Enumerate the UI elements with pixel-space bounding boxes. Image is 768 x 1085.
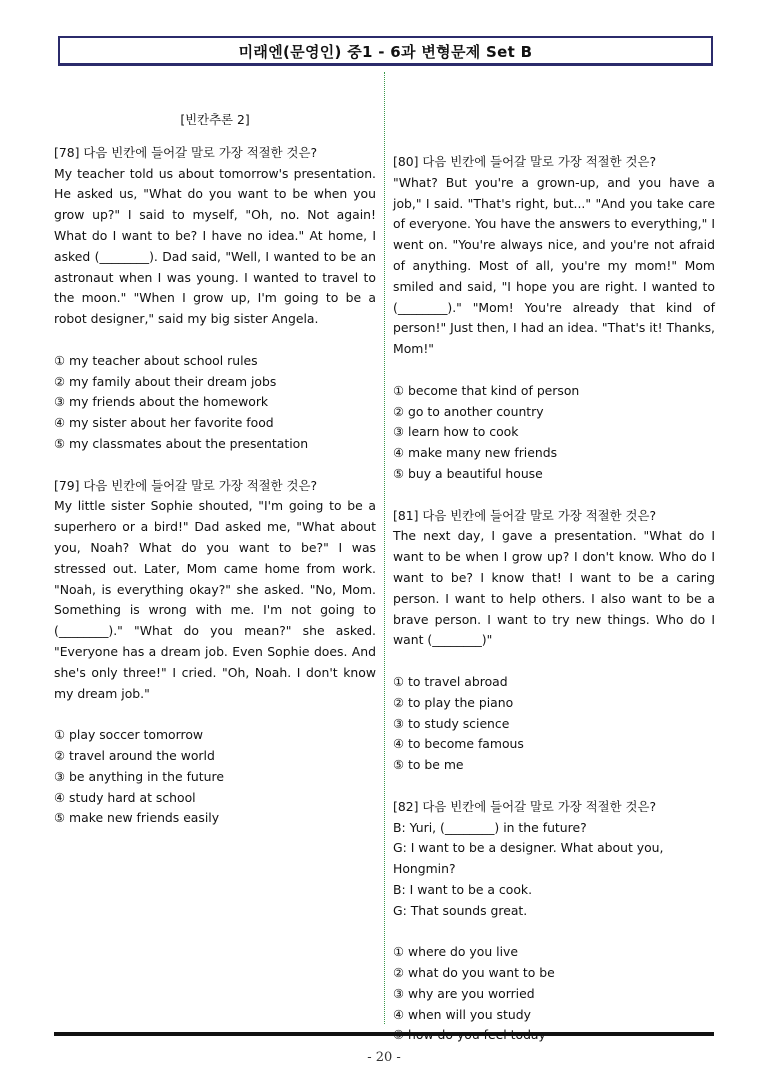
choice: ④ study hard at school [54,789,196,805]
question-82 [393,797,715,1047]
choice: ② travel around the world [54,747,215,763]
left-column [54,110,376,829]
question-80-passage: "What? But you're a grown-up, and you have a job," I said. "That's right, but..." "And you take care of everyone. You have the answers to everything," I went on. "You're always nice, and you're not afraid of anything. Most of all, you're my mom!" Mom smiled and said, "I hope you are right. I wanted to (________)." "Mom! You're already that kind of person!" Just then, I had an idea. "That's it! Thanks, Mom!" [393,174,715,357]
question-78-head: [78] 다음 빈칸에 들어갈 말로 가장 적절한 것은? [54,144,318,160]
choice: ④ make many new friends [393,445,558,461]
choice: ⑤ make new friends easily [54,810,220,826]
section-label: [빈칸추론 2] [180,112,250,127]
choice: ③ learn how to cook [393,424,519,440]
dialog-line: G: I want to be a designer. What about you, Hongmin? [393,840,664,877]
choice: ③ my friends about the homework [54,394,269,410]
dialog-line: B: I want to be a cook. [393,881,533,897]
choice: ④ my sister about her favorite food [54,415,274,431]
question-78 [54,143,376,455]
question-79 [54,476,376,830]
right-column [393,152,715,1046]
question-81-head: [81] 다음 빈칸에 들어갈 말로 가장 적절한 것은? [393,507,657,523]
page-title: 미래엔(문영인) 중1 - 6과 변형문제 Set B [58,36,713,66]
dialog-line: B: Yuri, (________) in the future? [393,819,587,835]
choice: ④ to become famous [393,736,524,752]
page-number: - 20 - [367,1050,401,1065]
dialog-line: G: That sounds great. [393,902,528,918]
footer-rule [54,1032,714,1036]
choice: ① where do you live [393,944,518,960]
question-79-choices [54,725,376,829]
column-divider [384,72,385,1024]
choice: ⑤ buy a beautiful house [393,465,543,481]
choice: ③ be anything in the future [54,768,224,784]
question-81-passage: The next day, I gave a presentation. "What do I want to be when I grow up? I don't know. Who do I want to be? I know that! I want to be a caring person. I want to help others. I also want to be a brave person. I want to try new things. Who do I want (________)" [393,528,715,648]
choice: ⑤ to be me [393,757,464,773]
choice: ① to travel abroad [393,673,508,689]
choice: ② what do you want to be [393,965,555,981]
choice: ② go to another country [393,403,544,419]
choice: ① become that kind of person [393,382,580,398]
choice: ② my family about their dream jobs [54,373,277,389]
question-80-choices [393,381,715,485]
question-78-choices [54,351,376,455]
question-81 [393,506,715,776]
question-80-head: [80] 다음 빈칸에 들어갈 말로 가장 적절한 것은? [393,154,657,169]
question-82-choices [393,942,715,1046]
question-80 [393,152,715,485]
question-79-head: [79] 다음 빈칸에 들어갈 말로 가장 적절한 것은? [54,477,318,493]
choice: ① my teacher about school rules [54,352,258,368]
question-82-head: [82] 다음 빈칸에 들어갈 말로 가장 적절한 것은? [393,798,657,814]
choice: ② to play the piano [393,694,514,710]
question-81-choices [393,672,715,776]
choice: ③ why are you worried [393,985,535,1001]
question-79-passage: My little sister Sophie shouted, "I'm going to be a superhero or a bird!" Dad asked me, "What about you, Noah? What do you want to be?" I was stressed out. Later, Mom came home from work. "Noah, is everything okay?" she asked. "No, Mom. Something is wrong with me. I'm not going to (________)." "What do you mean?" she asked. "Everyone has a dream job. Even Sophie does. And she's only three!" I cried. "Oh, Noah. I don't know my dream job." [54,498,376,701]
choice: ⑤ my classmates about the presentation [54,435,309,451]
choice: ① play soccer tomorrow [54,727,204,743]
question-78-passage: My teacher told us about tomorrow's presentation. He asked us, "What do you want to be when you grow up?" I said to myself, "Oh, no. Not again! What do I want to be? I have no idea." At home, I asked (________). Dad said, "Well, I wanted to be an astronaut when I was young. I wanted to travel to the moon." "When I grow up, I'm going to be a robot designer," said my big sister Angela. [54,165,376,327]
choice: ③ to study science [393,715,510,731]
choice: ④ when will you study [393,1006,531,1022]
